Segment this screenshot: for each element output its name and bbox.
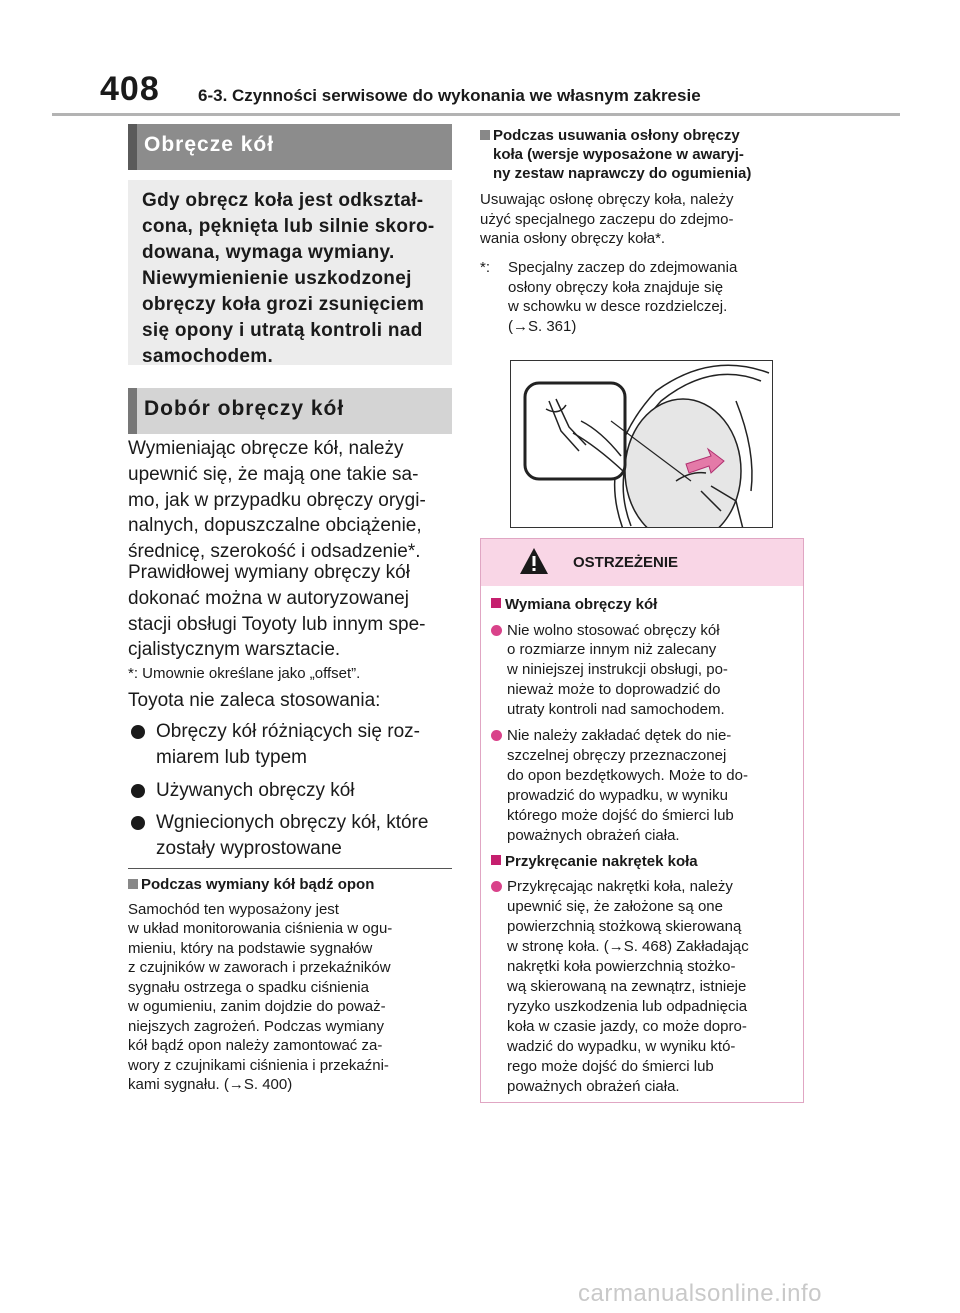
note-text: [128, 900, 452, 1095]
tire-change-note: [128, 876, 452, 1095]
text-line: szczelnej obręczy przeznaczonej: [507, 747, 727, 765]
text-line: ny zestaw naprawczy do ogumienia): [493, 164, 752, 182]
text-line: Wymieniając obręcze kół, należy: [128, 438, 404, 459]
square-marker-icon: [491, 598, 501, 608]
warning-triangle-icon: [519, 547, 549, 575]
warning-subheading: [491, 852, 793, 872]
illustration-svg: [511, 361, 773, 528]
footnote-mark: *:: [480, 258, 491, 276]
text-line: użyć specjalnego zaczepu do zdejmo-: [480, 210, 734, 228]
text-line: (→S. 361): [508, 318, 577, 336]
text-line: stacji obsługi Toyoty lub innym spe-: [128, 613, 426, 635]
text-line: Używanych obręczy kół: [156, 779, 355, 801]
intro-line: dowana, wymaga wymiany.: [142, 242, 395, 264]
warning-subheading-label: Przykręcanie nakrętek koła: [505, 852, 698, 870]
heading-accent-bar: [128, 124, 137, 170]
subheading: [480, 127, 804, 183]
wheel-cover-removal-note: [480, 127, 804, 337]
text-line: powierzchnią stożkową skierowaną: [507, 918, 742, 936]
bullet-list: [128, 719, 452, 862]
text-line: nakrętki koła powierzchnią stożko-: [507, 958, 736, 976]
section-heading-wheels: [128, 124, 452, 170]
text-line: osłony obręczy koła znajduje się: [508, 278, 724, 296]
text-line: średnicę, szerokość i odsadzenie*.: [128, 541, 421, 563]
warning-header: [481, 539, 803, 586]
warning-body: [481, 595, 803, 1097]
paragraph-rim-requirements: [128, 436, 452, 565]
text-line: mo, jak w przypadku obręczy orygi-: [128, 489, 426, 511]
wheel-cover-removal-illustration: [510, 360, 773, 528]
warning-subheading: [491, 595, 793, 615]
text-line: z czujników w zaworach i przekaźników: [128, 959, 391, 977]
text-line: dokonać można w autoryzowanej: [128, 587, 409, 609]
text-line: w ogumieniu, zanim dojdzie do poważ-: [128, 998, 386, 1016]
intro-line: samochodem.: [142, 346, 274, 368]
section-heading-rim-selection: [128, 388, 452, 434]
warning-box: [480, 538, 804, 1103]
text-line: nalnych, dopuszczalne obciążenie,: [128, 515, 422, 537]
text-line: utraty kontroli nad samochodem.: [507, 701, 725, 719]
text-line: w schowku w desce rozdzielczej.: [508, 298, 728, 316]
text-line: nieważ może to doprowadzić do: [507, 681, 721, 699]
text-line: prowadzić do wypadku, w wyniku: [507, 787, 728, 804]
bullet-dot: [131, 725, 145, 739]
page-number: 408: [100, 70, 160, 108]
text-line: Samochód ten wyposażony jest: [128, 900, 339, 918]
text-line: upewnić się, że założone są one: [507, 898, 723, 916]
text-line: zostały wyprostowane: [156, 838, 342, 860]
text-line: koła (wersje wyposażone w awaryj-: [493, 145, 744, 163]
text-line: poważnych obrażeń ciała.: [507, 1077, 680, 1095]
subheading-label: Podczas wymiany kół bądź opon: [141, 876, 375, 893]
text-line: Prawidłowej wymiany obręczy kół: [128, 562, 410, 583]
list-item: [128, 778, 452, 804]
text-line: cjalistycznym warsztacie.: [128, 639, 341, 661]
text-line: kami sygnału. (→S. 400): [128, 1076, 293, 1094]
text-line: Przykręcając nakrętki koła, należy: [507, 878, 733, 896]
text-line: wadzić do wypadku, w wyniku któ-: [507, 1037, 736, 1055]
section-heading-rim-selection-label: Dobór obręczy kół: [144, 397, 345, 420]
square-marker-icon: [491, 855, 501, 865]
note-text: [480, 190, 804, 249]
text-line: koła w czasie jazdy, co może dopro-: [507, 1017, 747, 1035]
text-line: Usuwając osłonę obręczy koła, należy: [480, 191, 734, 209]
text-line: którego może dojść do śmierci lub: [507, 806, 734, 824]
warning-subheading-label: Wymiana obręczy kół: [505, 596, 658, 613]
text-line: Nie wolno stosować obręczy kół: [507, 621, 720, 639]
text-line: kół bądź opon należy zamontować za-: [128, 1037, 383, 1055]
text-line: o rozmiarze innym niż zalecany: [507, 641, 717, 659]
warning-item: [491, 877, 793, 1096]
text-line: mieniu, który na podstawie sygnałów: [128, 939, 373, 957]
text-line: w niniejszej instrukcji obsługi, po-: [507, 661, 728, 679]
intro-line: Niewymienienie uszkodzonej: [142, 268, 412, 290]
heading-accent-bar: [128, 388, 137, 434]
divider: [128, 868, 452, 869]
bullet-dot: [491, 730, 502, 741]
text-line: rego może dojść do śmierci lub: [507, 1057, 714, 1075]
text-line: niejszych zagrożeń. Podczas wymiany: [128, 1017, 384, 1035]
warning-label: OSTRZEŻENIE: [573, 554, 679, 571]
footnote-hook: [480, 258, 804, 337]
text-line: Nie należy zakładać dętek do nie-: [507, 727, 732, 745]
text-line: wory z czujnikami ciśnienia i przekaźni-: [128, 1056, 389, 1074]
intro-line: cona, pęknięta lub silnie skoro-: [142, 216, 435, 238]
text-line: poważnych obrażeń ciała.: [507, 826, 680, 844]
intro-box: [128, 180, 452, 368]
text-line: Wgniecionych obręczy kół, które: [156, 812, 429, 834]
text-line: miarem lub typem: [156, 746, 307, 768]
list-item: [128, 810, 452, 862]
footnote-offset: *: Umownie określane jako „offset”.: [128, 665, 361, 682]
text-line: wą skierowaną na zewnątrz, istnieje: [507, 978, 747, 995]
text-line: upewnić się, że mają one takie sa-: [128, 463, 419, 485]
text-line: wania osłony obręczy koła*.: [480, 230, 666, 248]
intro-line: się opony i utratą kontroli nad: [142, 320, 423, 342]
intro-line: Gdy obręcz koła jest odkształ-: [142, 190, 424, 211]
chapter-title: 6-3. Czynności serwisowe do wykonania we własnym zakresie: [198, 86, 701, 105]
header-rule: [52, 113, 900, 116]
warning-item: [491, 621, 793, 721]
text-line: w stronę koła. (→S. 468) Zakładając: [507, 938, 749, 956]
paragraph-service: [128, 560, 452, 663]
subheading: [128, 876, 452, 895]
text-line: ryzyko uszkodzenia lub odpadnięcia: [507, 997, 748, 1015]
bullet-dot: [491, 625, 502, 636]
intro-line: obręczy koła grozi zsunięciem: [142, 294, 425, 316]
bullet-dot: [491, 881, 502, 892]
text-line: Specjalny zaczep do zdejmowania: [508, 258, 738, 276]
text-line: w układ monitorowania ciśnienia w ogu-: [128, 920, 393, 938]
square-marker-icon: [480, 130, 490, 140]
text-line: sygnału ostrzega o spadku ciśnienia: [128, 978, 369, 996]
watermark: carmanualsonline.info: [578, 1280, 822, 1307]
text-line: Obręczy kół różniących się roz-: [156, 721, 420, 742]
warning-item: [491, 726, 793, 846]
list-item: [128, 719, 452, 771]
square-marker-icon: [128, 879, 138, 889]
bullet-dot: [131, 816, 145, 830]
bullet-dot: [131, 784, 145, 798]
text-line: do opon bezdętkowych. Może to do-: [507, 767, 748, 785]
section-heading-wheels-label: Obręcze kół: [144, 133, 275, 156]
text-line: Podczas usuwania osłony obręczy: [493, 127, 740, 144]
paragraph-not-recommended: Toyota nie zaleca stosowania:: [128, 690, 381, 711]
